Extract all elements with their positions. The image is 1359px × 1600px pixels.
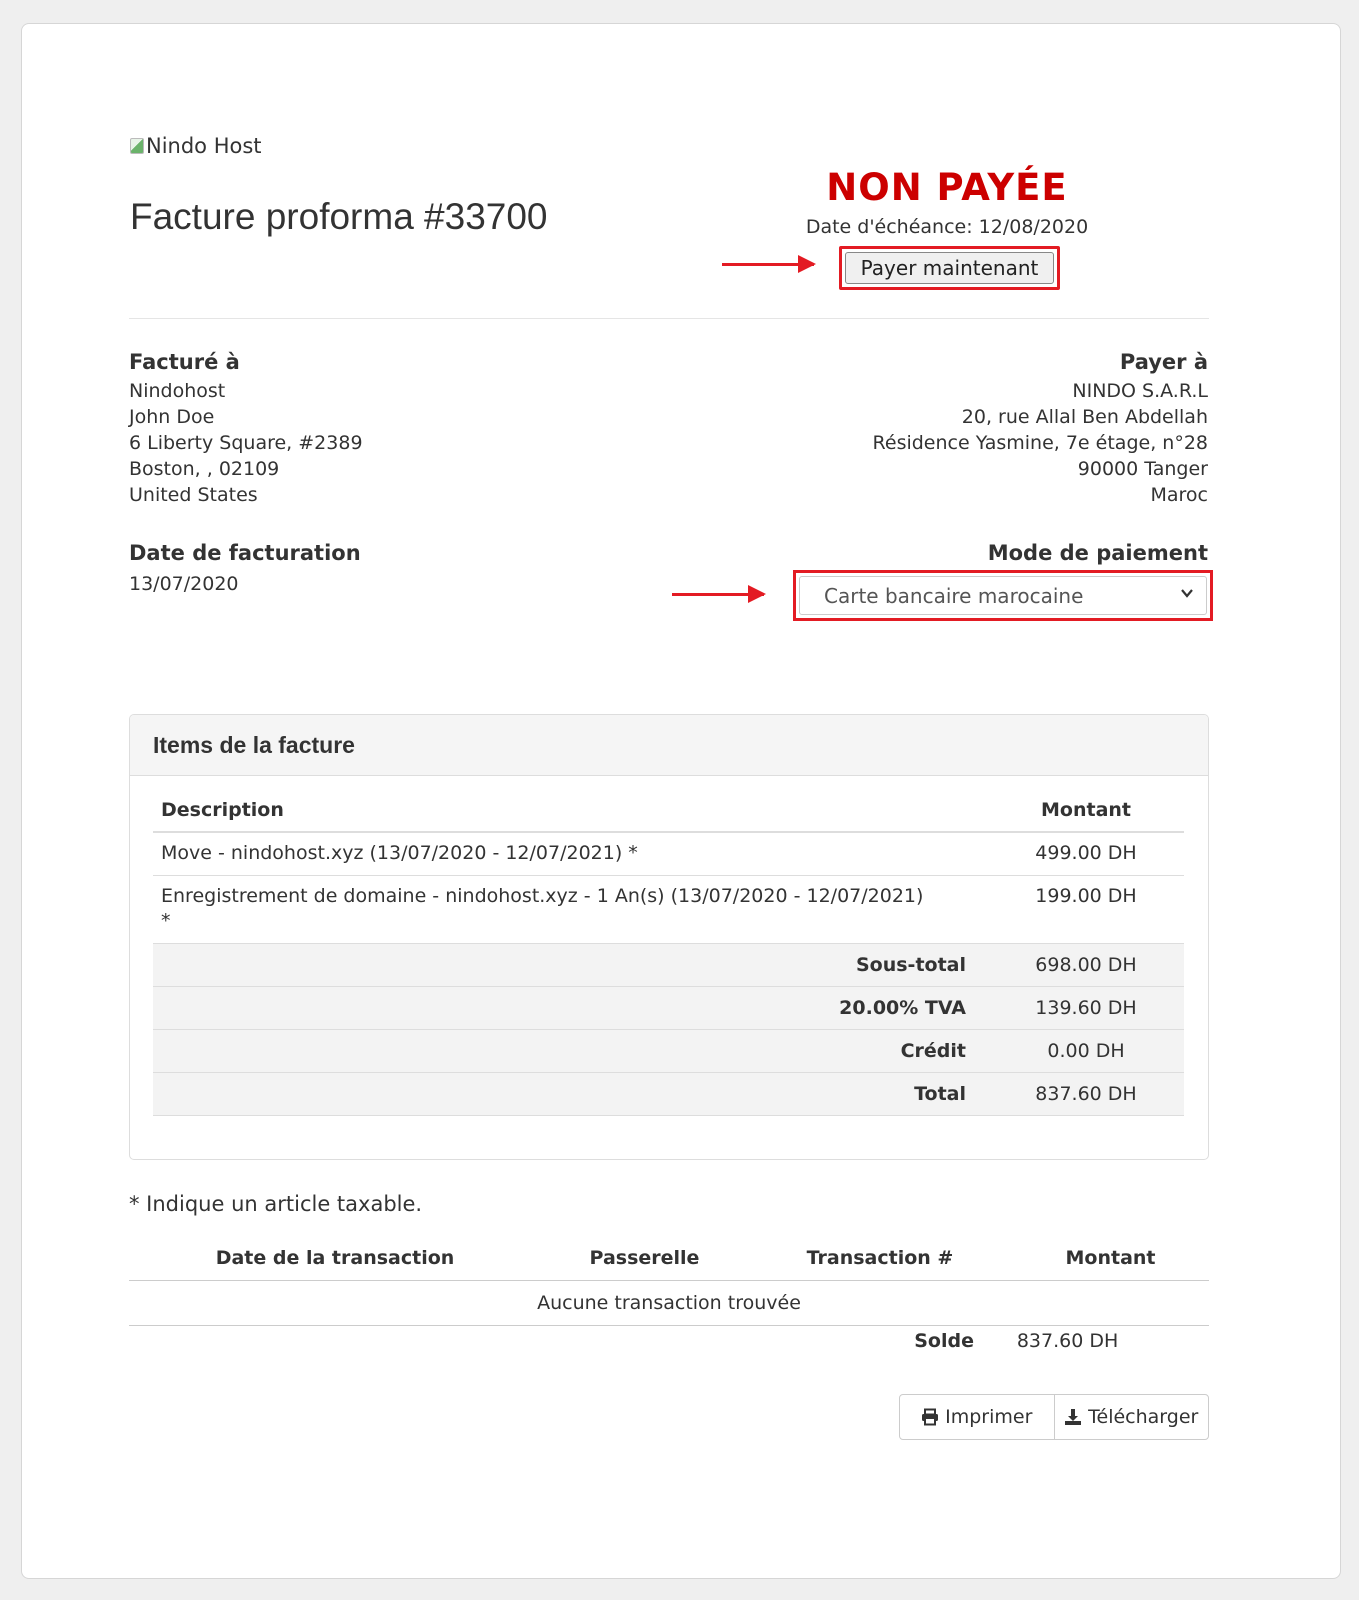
billed-to-line: Nindohost — [129, 380, 226, 402]
chevron-down-icon — [1180, 584, 1194, 605]
divider — [129, 318, 1209, 319]
payment-method-select[interactable] — [799, 576, 1207, 615]
total-row — [153, 1072, 1184, 1115]
pay-to-line: 20, rue Allal Ben Abdellah — [961, 406, 1208, 428]
due-date: Date d'échéance: 12/08/2020 — [805, 216, 1089, 238]
print-button[interactable] — [900, 1395, 1054, 1439]
items-table — [153, 789, 1184, 1116]
invoice-card — [21, 23, 1341, 1579]
column-header: Date de la transaction — [129, 1236, 541, 1281]
billed-to-line: Boston, , 02109 — [129, 458, 280, 480]
billed-to-line: John Doe — [129, 406, 215, 428]
pay-to-line: Maroc — [1150, 484, 1208, 506]
total-value: 139.60 DH — [988, 986, 1184, 1029]
logo-alt-text: Nindo Host — [146, 134, 262, 158]
invoice-date — [129, 541, 361, 597]
invoice-items-panel — [129, 714, 1209, 1160]
balance-value: 837.60 DH — [1016, 1330, 1119, 1352]
item-description: Move - nindohost.xyz (13/07/2020 - 12/07/2021) * — [153, 832, 988, 875]
panel-title: Items de la facture — [130, 715, 1208, 776]
pay-now-button[interactable]: Payer maintenant — [845, 252, 1054, 284]
column-header: Montant — [988, 789, 1184, 832]
pay-button-highlight — [839, 246, 1060, 290]
arrow-right-icon — [672, 593, 764, 596]
logo — [130, 134, 262, 158]
download-icon — [1064, 1408, 1082, 1426]
total-label: Crédit — [153, 1029, 988, 1072]
table-row — [153, 832, 1184, 875]
table-row — [153, 875, 1184, 943]
total-value: 698.00 DH — [988, 943, 1184, 986]
credit-row — [153, 1029, 1184, 1072]
print-icon — [921, 1408, 939, 1426]
total-value: 0.00 DH — [988, 1029, 1184, 1072]
total-label: 20.00% TVA — [153, 986, 988, 1029]
empty-message: Aucune transaction trouvée — [129, 1281, 1209, 1326]
column-header: Montant — [1012, 1236, 1209, 1281]
item-description: Enregistrement de domaine - nindohost.xyz - 1 An(s) (13/07/2020 - 12/07/2021) * — [153, 875, 988, 943]
payment-method-heading: Mode de paiement — [987, 541, 1208, 565]
pay-to-line: 90000 Tanger — [1077, 458, 1208, 480]
broken-image-icon — [130, 138, 144, 154]
tax-row — [153, 986, 1184, 1029]
billed-to — [129, 350, 363, 508]
pay-to-line: NINDO S.A.R.L — [1072, 380, 1208, 402]
subtotal-row — [153, 943, 1184, 986]
item-amount: 199.00 DH — [988, 875, 1184, 943]
payment-method-value: Carte bancaire marocaine — [824, 583, 1084, 608]
tax-note: * Indique un article taxable. — [129, 1192, 423, 1216]
payment-method-highlight — [793, 570, 1213, 621]
print-label: Imprimer — [945, 1406, 1033, 1428]
column-header: Passerelle — [541, 1236, 748, 1281]
status-badge: NON PAYÉE — [826, 166, 1068, 209]
invoice-date-value: 13/07/2020 — [129, 573, 239, 595]
invoice-date-heading: Date de facturation — [129, 541, 361, 565]
page-title: Facture proforma #33700 — [130, 196, 548, 237]
total-label: Total — [153, 1072, 988, 1115]
billed-to-heading: Facturé à — [129, 350, 240, 374]
column-header: Description — [153, 789, 988, 832]
column-header: Transaction # — [748, 1236, 1012, 1281]
total-label: Sous-total — [153, 943, 988, 986]
item-amount: 499.00 DH — [988, 832, 1184, 875]
balance — [872, 1330, 1155, 1352]
pay-to — [873, 350, 1208, 508]
arrow-right-icon — [722, 263, 814, 266]
pay-to-heading: Payer à — [1119, 350, 1208, 374]
transactions-table — [129, 1236, 1209, 1326]
total-value: 837.60 DH — [988, 1072, 1184, 1115]
billed-to-line: United States — [129, 484, 258, 506]
action-buttons — [899, 1394, 1209, 1440]
billed-to-line: 6 Liberty Square, #2389 — [129, 432, 363, 454]
download-label: Télécharger — [1088, 1406, 1199, 1428]
pay-to-line: Résidence Yasmine, 7e étage, n°28 — [872, 432, 1208, 454]
balance-label: Solde — [914, 1330, 974, 1352]
download-button[interactable] — [1054, 1395, 1209, 1439]
